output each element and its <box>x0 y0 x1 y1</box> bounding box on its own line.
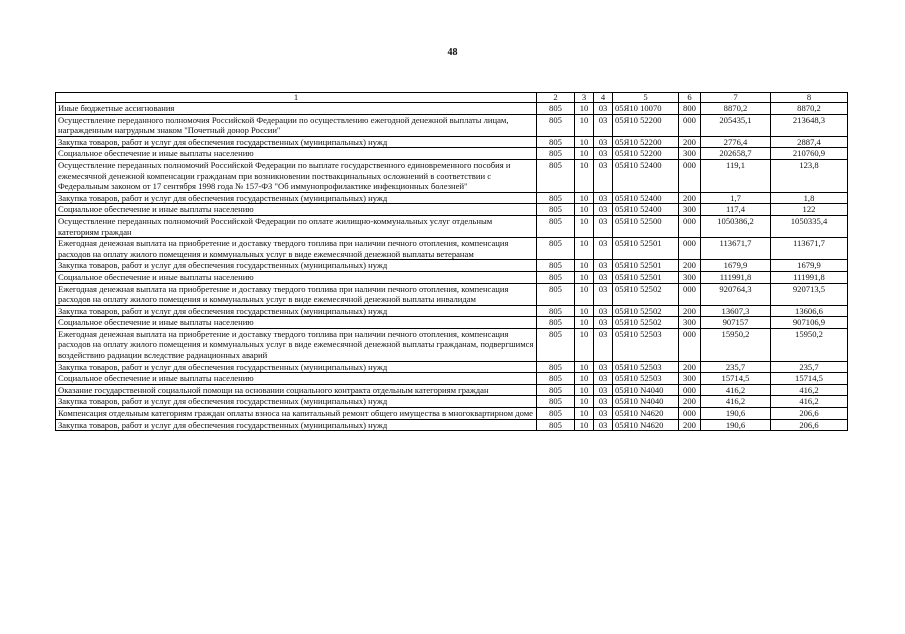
table-row <box>56 328 848 361</box>
column-header: 5 <box>613 93 679 103</box>
row-value-cell: 1679,9 <box>701 260 771 272</box>
row-value-cell: 111991,8 <box>771 271 848 283</box>
row-value-cell: 03 <box>594 328 613 361</box>
row-value-cell: 03 <box>594 238 613 260</box>
row-value-cell: 805 <box>537 114 575 136</box>
row-value-cell: 03 <box>594 283 613 305</box>
row-value-cell: 206,6 <box>771 408 848 420</box>
row-value-cell: 000 <box>679 215 701 237</box>
row-value-cell: 10 <box>575 271 594 283</box>
table-row <box>56 215 848 237</box>
row-label-cell: Закупка товаров, работ и услуг для обеспечения государственных (муниципальных) нужд <box>56 305 537 317</box>
row-value-cell: 10 <box>575 260 594 272</box>
row-value-cell: 805 <box>537 408 575 420</box>
row-value-cell: 10 <box>575 361 594 373</box>
row-value-cell: 8870,2 <box>701 103 771 115</box>
table-row <box>56 238 848 260</box>
row-value-cell: 805 <box>537 136 575 148</box>
column-header: 2 <box>537 93 575 103</box>
row-value-cell: 10 <box>575 283 594 305</box>
table-row <box>56 103 848 115</box>
row-value-cell: 122 <box>771 204 848 216</box>
row-value-cell: 10 <box>575 114 594 136</box>
row-value-cell: 03 <box>594 159 613 192</box>
row-value-cell: 300 <box>679 148 701 160</box>
row-label-cell: Ежегодная денежная выплата на приобретение и доставку твердого топлива при наличии печного отопления, компенсация расходов на оплату жилого помещения и коммунальных услуг в виде ежемесячной денежной выплаты ветеранам <box>56 238 537 260</box>
row-label-cell: Закупка товаров, работ и услуг для обеспечения государственных (муниципальных) нужд <box>56 192 537 204</box>
row-value-cell: 10 <box>575 103 594 115</box>
row-value-cell: 05Я10 52200 <box>613 136 679 148</box>
row-value-cell: 03 <box>594 384 613 396</box>
row-value-cell: 03 <box>594 361 613 373</box>
row-value-cell: 05Я10 52502 <box>613 317 679 329</box>
row-value-cell: 805 <box>537 283 575 305</box>
row-value-cell: 03 <box>594 204 613 216</box>
row-value-cell: 416,2 <box>771 396 848 408</box>
row-value-cell: 1050335,4 <box>771 215 848 237</box>
row-value-cell: 05Я10 52503 <box>613 328 679 361</box>
row-value-cell: 235,7 <box>771 361 848 373</box>
budget-table <box>55 92 848 431</box>
row-value-cell: 05Я10 52400 <box>613 204 679 216</box>
row-label-cell: Ежегодная денежная выплата на приобретение и доставку твердого топлива при наличии печного отопления, компенсация расходов на оплату жилого помещения и коммунальных услуг в виде ежемесячной денежной выплаты гражданам, подвергшимся воздействию радиации вследствие радиационных аварий <box>56 328 537 361</box>
table-row <box>56 114 848 136</box>
row-value-cell: 200 <box>679 396 701 408</box>
row-value-cell: 10 <box>575 204 594 216</box>
row-value-cell: 805 <box>537 238 575 260</box>
row-value-cell: 10 <box>575 396 594 408</box>
row-value-cell: 113671,7 <box>701 238 771 260</box>
row-value-cell: 05Я10 52200 <box>613 114 679 136</box>
row-value-cell: 03 <box>594 103 613 115</box>
row-value-cell: 05Я10 52400 <box>613 159 679 192</box>
row-label-cell: Закупка товаров, работ и услуг для обеспечения государственных (муниципальных) нужд <box>56 260 537 272</box>
row-value-cell: 416,2 <box>701 396 771 408</box>
row-value-cell: 10 <box>575 408 594 420</box>
row-value-cell: 000 <box>679 283 701 305</box>
row-value-cell: 907106,9 <box>771 317 848 329</box>
row-value-cell: 10 <box>575 215 594 237</box>
row-label-cell: Социальное обеспечение и иные выплаты населению <box>56 204 537 216</box>
row-value-cell: 03 <box>594 215 613 237</box>
table-row <box>56 271 848 283</box>
row-value-cell: 190,6 <box>701 408 771 420</box>
row-value-cell: 05Я10 52503 <box>613 373 679 385</box>
table-body <box>56 103 848 431</box>
row-value-cell: 10 <box>575 373 594 385</box>
row-value-cell: 200 <box>679 305 701 317</box>
row-label-cell: Осуществление переданных полномочий Российской Федерации по выплате государственного единовременного пособия и ежемесячной денежной компенсации гражданам при возникновении поствакцинальных осложнений в соответствии с Федеральным законом от 17 сентября 1998 года № 157-ФЗ "Об иммунопрофилактике инфекционных болезней" <box>56 159 537 192</box>
row-value-cell: 805 <box>537 419 575 431</box>
row-value-cell: 05Я10 10070 <box>613 103 679 115</box>
row-value-cell: 10 <box>575 328 594 361</box>
row-value-cell: 05Я10 52501 <box>613 271 679 283</box>
page-number: 48 <box>447 47 458 58</box>
row-value-cell: 05Я10 N4620 <box>613 419 679 431</box>
row-value-cell: 000 <box>679 328 701 361</box>
row-value-cell: 15950,2 <box>771 328 848 361</box>
row-value-cell: 03 <box>594 260 613 272</box>
row-value-cell: 03 <box>594 271 613 283</box>
row-value-cell: 416,2 <box>701 384 771 396</box>
row-value-cell: 2887,4 <box>771 136 848 148</box>
row-value-cell: 210760,9 <box>771 148 848 160</box>
row-value-cell: 111991,8 <box>701 271 771 283</box>
row-value-cell: 805 <box>537 215 575 237</box>
column-header: 1 <box>56 93 537 103</box>
row-label-cell: Иные бюджетные ассигнования <box>56 103 537 115</box>
row-value-cell: 205435,1 <box>701 114 771 136</box>
table-row <box>56 148 848 160</box>
row-value-cell: 1,7 <box>701 192 771 204</box>
row-value-cell: 800 <box>679 103 701 115</box>
table-row <box>56 373 848 385</box>
row-value-cell: 03 <box>594 136 613 148</box>
table-row <box>56 361 848 373</box>
table-row <box>56 317 848 329</box>
row-label-cell: Социальное обеспечение и иные выплаты населению <box>56 148 537 160</box>
row-value-cell: 05Я10 52502 <box>613 305 679 317</box>
row-value-cell: 213648,3 <box>771 114 848 136</box>
row-label-cell: Закупка товаров, работ и услуг для обеспечения государственных (муниципальных) нужд <box>56 136 537 148</box>
row-value-cell: 03 <box>594 396 613 408</box>
row-value-cell: 805 <box>537 317 575 329</box>
row-value-cell: 03 <box>594 114 613 136</box>
row-value-cell: 05Я10 52501 <box>613 260 679 272</box>
row-value-cell: 05Я10 52503 <box>613 361 679 373</box>
row-value-cell: 907157 <box>701 317 771 329</box>
table-row <box>56 419 848 431</box>
row-value-cell: 805 <box>537 384 575 396</box>
row-label-cell: Социальное обеспечение и иные выплаты населению <box>56 373 537 385</box>
column-header: 6 <box>679 93 701 103</box>
row-value-cell: 05Я10 N4620 <box>613 408 679 420</box>
column-header: 4 <box>594 93 613 103</box>
row-value-cell: 300 <box>679 271 701 283</box>
row-value-cell: 805 <box>537 271 575 283</box>
row-label-cell: Оказание государственной социальной помощи на основании социального контракта отдельным категориям граждан <box>56 384 537 396</box>
row-label-cell: Социальное обеспечение и иные выплаты населению <box>56 317 537 329</box>
row-value-cell: 300 <box>679 204 701 216</box>
row-value-cell: 113671,7 <box>771 238 848 260</box>
row-value-cell: 03 <box>594 192 613 204</box>
row-value-cell: 805 <box>537 148 575 160</box>
row-value-cell: 05Я10 52501 <box>613 238 679 260</box>
row-value-cell: 10 <box>575 384 594 396</box>
row-value-cell: 190,6 <box>701 419 771 431</box>
row-value-cell: 000 <box>679 384 701 396</box>
row-value-cell: 805 <box>537 159 575 192</box>
row-value-cell: 805 <box>537 204 575 216</box>
row-value-cell: 123,8 <box>771 159 848 192</box>
table-row <box>56 136 848 148</box>
row-value-cell: 10 <box>575 192 594 204</box>
row-value-cell: 119,1 <box>701 159 771 192</box>
row-value-cell: 15714,5 <box>771 373 848 385</box>
row-value-cell: 805 <box>537 103 575 115</box>
row-value-cell: 15714,5 <box>701 373 771 385</box>
row-value-cell: 1050386,2 <box>701 215 771 237</box>
table-row <box>56 408 848 420</box>
row-value-cell: 300 <box>679 373 701 385</box>
row-value-cell: 05Я10 52200 <box>613 148 679 160</box>
row-value-cell: 000 <box>679 238 701 260</box>
row-value-cell: 10 <box>575 419 594 431</box>
row-value-cell: 200 <box>679 192 701 204</box>
row-value-cell: 202658,7 <box>701 148 771 160</box>
row-value-cell: 805 <box>537 260 575 272</box>
row-value-cell: 03 <box>594 317 613 329</box>
row-label-cell: Осуществление переданных полномочий Российской Федерации по оплате жилищно-коммунальных услуг отдельным категориям граждан <box>56 215 537 237</box>
row-value-cell: 000 <box>679 408 701 420</box>
row-label-cell: Ежегодная денежная выплата на приобретение и доставку твердого топлива при наличии печного отопления, компенсация расходов на оплату жилого помещения и коммунальных услуг в виде ежемесячной денежной выплаты инвалидам <box>56 283 537 305</box>
table-row <box>56 260 848 272</box>
row-value-cell: 1,8 <box>771 192 848 204</box>
row-value-cell: 05Я10 52500 <box>613 215 679 237</box>
row-value-cell: 235,7 <box>701 361 771 373</box>
row-value-cell: 300 <box>679 317 701 329</box>
row-value-cell: 920713,5 <box>771 283 848 305</box>
row-value-cell: 10 <box>575 238 594 260</box>
column-header: 7 <box>701 93 771 103</box>
row-label-cell: Закупка товаров, работ и услуг для обеспечения государственных (муниципальных) нужд <box>56 396 537 408</box>
row-value-cell: 200 <box>679 136 701 148</box>
row-value-cell: 03 <box>594 148 613 160</box>
row-value-cell: 805 <box>537 305 575 317</box>
table-row <box>56 283 848 305</box>
row-value-cell: 10 <box>575 305 594 317</box>
row-value-cell: 200 <box>679 361 701 373</box>
row-value-cell: 03 <box>594 419 613 431</box>
row-value-cell: 206,6 <box>771 419 848 431</box>
row-label-cell: Закупка товаров, работ и услуг для обеспечения государственных (муниципальных) нужд <box>56 419 537 431</box>
row-value-cell: 10 <box>575 159 594 192</box>
row-value-cell: 10 <box>575 136 594 148</box>
row-value-cell: 805 <box>537 328 575 361</box>
row-value-cell: 2776,4 <box>701 136 771 148</box>
row-value-cell: 05Я10 N4040 <box>613 384 679 396</box>
row-value-cell: 000 <box>679 159 701 192</box>
table-row <box>56 159 848 192</box>
row-value-cell: 805 <box>537 361 575 373</box>
row-value-cell: 03 <box>594 408 613 420</box>
row-value-cell: 117,4 <box>701 204 771 216</box>
row-value-cell: 200 <box>679 260 701 272</box>
row-value-cell: 15950,2 <box>701 328 771 361</box>
row-value-cell: 03 <box>594 373 613 385</box>
row-value-cell: 805 <box>537 192 575 204</box>
table-row <box>56 384 848 396</box>
row-value-cell: 416,2 <box>771 384 848 396</box>
row-value-cell: 8870,2 <box>771 103 848 115</box>
column-header: 8 <box>771 93 848 103</box>
row-value-cell: 920764,3 <box>701 283 771 305</box>
table-row <box>56 305 848 317</box>
row-value-cell: 10 <box>575 317 594 329</box>
row-value-cell: 805 <box>537 396 575 408</box>
table-header-row <box>56 93 848 103</box>
row-value-cell: 13607,3 <box>701 305 771 317</box>
row-value-cell: 05Я10 52400 <box>613 192 679 204</box>
table-row <box>56 204 848 216</box>
row-value-cell: 05Я10 52502 <box>613 283 679 305</box>
row-label-cell: Социальное обеспечение и иные выплаты населению <box>56 271 537 283</box>
row-value-cell: 13606,6 <box>771 305 848 317</box>
row-value-cell: 05Я10 N4040 <box>613 396 679 408</box>
row-value-cell: 805 <box>537 373 575 385</box>
table-row <box>56 396 848 408</box>
row-label-cell: Осуществление переданного полномочия Российской Федерации по осуществлению ежегодной денежной выплаты лицам, награжденным нагрудным знаком "Почетный донор России" <box>56 114 537 136</box>
column-header: 3 <box>575 93 594 103</box>
row-value-cell: 1679,9 <box>771 260 848 272</box>
row-value-cell: 200 <box>679 419 701 431</box>
row-value-cell: 10 <box>575 148 594 160</box>
table-row <box>56 192 848 204</box>
row-value-cell: 03 <box>594 305 613 317</box>
row-label-cell: Компенсация отдельным категориям граждан оплаты взноса на капитальный ремонт общего имущества в многоквартирном доме <box>56 408 537 420</box>
row-value-cell: 000 <box>679 114 701 136</box>
row-label-cell: Закупка товаров, работ и услуг для обеспечения государственных (муниципальных) нужд <box>56 361 537 373</box>
